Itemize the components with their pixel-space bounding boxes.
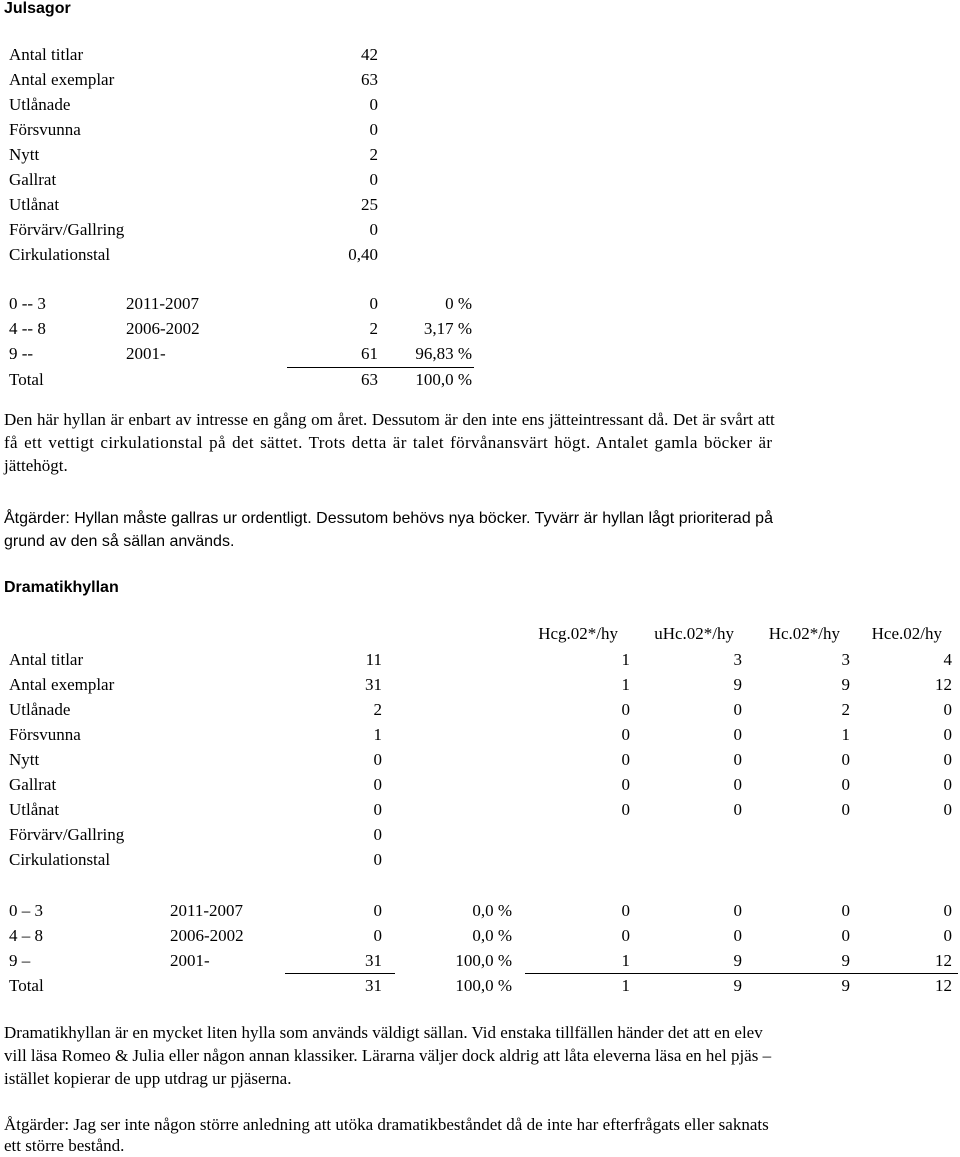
stat-label: Förvärv/Gallring [9, 825, 125, 844]
stat-cell: 1 [841, 725, 850, 744]
sum-rule [287, 367, 474, 368]
age-cell: 12 [935, 951, 952, 970]
sum-rule [285, 973, 395, 974]
age-cell: 0 [841, 926, 850, 945]
stat-cell: 0 [621, 750, 630, 769]
paragraph-line: ett större bestånd. [4, 1136, 125, 1155]
age-cell: 0 [841, 901, 850, 920]
stat-cell: 3 [841, 650, 850, 669]
stat-value: 0 [373, 850, 382, 869]
sum-rule [525, 973, 958, 974]
column-header: Hce.02/hy [871, 624, 942, 643]
stat-label: Gallrat [9, 775, 57, 794]
stat-cell: 0 [943, 750, 952, 769]
age-count: 63 [361, 370, 378, 389]
column-header: Hc.02*/hy [768, 624, 840, 643]
stat-value: 0 [373, 800, 382, 819]
stat-label: Nytt [9, 145, 40, 164]
stat-cell: 9 [841, 675, 850, 694]
paragraph-line: vill läsa Romeo & Julia eller någon annan klassiker. Lärarna väljer dock aldrig att låta eleverna läsa en hel pjäs – [4, 1046, 772, 1065]
age-count: 31 [365, 951, 382, 970]
age-pct: 3,17 % [423, 319, 472, 338]
stat-label: Antal exemplar [9, 675, 115, 694]
stat-cell: 0 [733, 750, 742, 769]
stat-cell: 4 [943, 650, 952, 669]
stat-cell: 0 [621, 800, 630, 819]
stat-cell: 12 [935, 675, 952, 694]
age-pct: 0 % [445, 294, 472, 313]
stat-label: Utlånade [9, 700, 71, 719]
age-range: 9 – [9, 951, 31, 970]
age-count: 0 [373, 926, 382, 945]
paragraph-line: få ett vettigt cirkulationstal på det sättet. Trots detta är talet förvånansvärt högt. Antalet gamla böcker är [4, 433, 773, 452]
age-years: 2001- [170, 951, 210, 970]
stat-label: Cirkulationstal [9, 245, 111, 264]
stat-cell: 1 [621, 650, 630, 669]
paragraph-line: grund av den så sällan används. [4, 533, 235, 550]
stat-label: Nytt [9, 750, 40, 769]
stat-cell: 3 [733, 650, 742, 669]
stat-cell: 1 [621, 675, 630, 694]
stat-label: Antal titlar [9, 45, 84, 64]
age-cell: 9 [733, 951, 742, 970]
age-years: 2001- [126, 344, 166, 363]
stat-label: Förvärv/Gallring [9, 220, 125, 239]
stat-label: Försvunna [9, 725, 81, 744]
stat-label: Antal exemplar [9, 70, 115, 89]
stat-value: 0,40 [348, 245, 378, 264]
age-cell: 0 [733, 901, 742, 920]
stat-value: 1 [373, 725, 382, 744]
column-header: Hcg.02*/hy [538, 624, 618, 643]
age-pct: 96,83 % [415, 344, 472, 363]
age-years: 2011-2007 [126, 294, 200, 313]
age-cell: 0 [733, 926, 742, 945]
stat-value: 2 [373, 700, 382, 719]
stat-value: 0 [369, 95, 378, 114]
stat-cell: 0 [733, 775, 742, 794]
age-pct: 0,0 % [472, 901, 512, 920]
stat-cell: 0 [733, 700, 742, 719]
age-cell: 0 [943, 926, 952, 945]
paragraph-line: Dramatikhyllan är en mycket liten hylla som används väldigt sällan. Vid enstaka tillfällen händer det att en elev [4, 1023, 763, 1042]
stat-cell: 0 [943, 725, 952, 744]
age-years: 2011-2007 [170, 901, 244, 920]
age-pct: 0,0 % [472, 926, 512, 945]
stat-cell: 0 [841, 750, 850, 769]
stat-label: Gallrat [9, 170, 57, 189]
stat-cell: 0 [841, 775, 850, 794]
paragraph-line: Den här hyllan är enbart av intresse en gång om året. Dessutom är den inte ens jätteintressant då. Det är svårt att [4, 410, 775, 429]
age-range: 0 -- 3 [9, 294, 46, 313]
age-cell: 9 [733, 976, 742, 995]
stat-cell: 0 [733, 800, 742, 819]
age-cell: 9 [841, 951, 850, 970]
age-pct: 100,0 % [455, 951, 512, 970]
column-header: uHc.02*/hy [654, 624, 734, 643]
age-cell: 0 [621, 901, 630, 920]
age-pct: 100,0 % [455, 976, 512, 995]
section-title-julsagor: Julsagor [4, 0, 71, 17]
stat-cell: 0 [841, 800, 850, 819]
stat-value: 0 [373, 825, 382, 844]
age-count: 31 [365, 976, 382, 995]
age-range: 0 – 3 [9, 901, 43, 920]
stat-value: 0 [369, 220, 378, 239]
age-count: 0 [373, 901, 382, 920]
age-range: 4 – 8 [9, 926, 43, 945]
stat-label: Utlånat [9, 195, 60, 214]
age-years: 2006-2002 [170, 926, 244, 945]
stat-cell: 0 [943, 775, 952, 794]
stat-label: Försvunna [9, 120, 81, 139]
stat-cell: 2 [841, 700, 850, 719]
stat-value: 25 [361, 195, 378, 214]
age-cell: 1 [621, 976, 630, 995]
age-cell: 1 [621, 951, 630, 970]
stat-cell: 0 [621, 700, 630, 719]
age-years: 2006-2002 [126, 319, 200, 338]
stat-cell: 9 [733, 675, 742, 694]
stat-value: 63 [361, 70, 378, 89]
stat-cell: 0 [621, 775, 630, 794]
stat-value: 0 [369, 170, 378, 189]
age-range: 9 -- [9, 344, 34, 363]
age-range: 4 -- 8 [9, 319, 46, 338]
age-count: 61 [361, 344, 378, 363]
stat-value: 42 [361, 45, 378, 64]
stat-cell: 0 [943, 700, 952, 719]
stat-value: 31 [365, 675, 382, 694]
age-range: Total [9, 976, 44, 995]
stat-label: Utlånade [9, 95, 71, 114]
paragraph-line: jättehögt. [4, 456, 68, 475]
paragraph-line: Åtgärder: Hyllan måste gallras ur ordentligt. Dessutom behövs nya böcker. Tyvärr är hyllan lågt prioriterad på [4, 510, 773, 527]
stat-label: Cirkulationstal [9, 850, 111, 869]
age-count: 2 [369, 319, 378, 338]
stat-value: 11 [365, 650, 382, 669]
stat-cell: 0 [733, 725, 742, 744]
section-title-dramatikhyllan: Dramatikhyllan [4, 579, 119, 596]
stat-value: 2 [369, 145, 378, 164]
stat-label: Utlånat [9, 800, 60, 819]
stat-value: 0 [373, 775, 382, 794]
age-range: Total [9, 370, 44, 389]
stat-cell: 0 [943, 800, 952, 819]
age-cell: 0 [943, 901, 952, 920]
age-cell: 12 [935, 976, 952, 995]
stat-value: 0 [369, 120, 378, 139]
stat-value: 0 [373, 750, 382, 769]
paragraph-line: istället kopierar de upp utdrag ur pjäserna. [4, 1069, 292, 1088]
paragraph-line: Åtgärder: Jag ser inte någon större anledning att utöka dramatikbeståndet då de inte har efterfrågats eller saknats [4, 1115, 769, 1134]
age-cell: 0 [621, 926, 630, 945]
stat-label: Antal titlar [9, 650, 84, 669]
age-pct: 100,0 % [415, 370, 472, 389]
age-cell: 9 [841, 976, 850, 995]
stat-cell: 0 [621, 725, 630, 744]
age-count: 0 [369, 294, 378, 313]
